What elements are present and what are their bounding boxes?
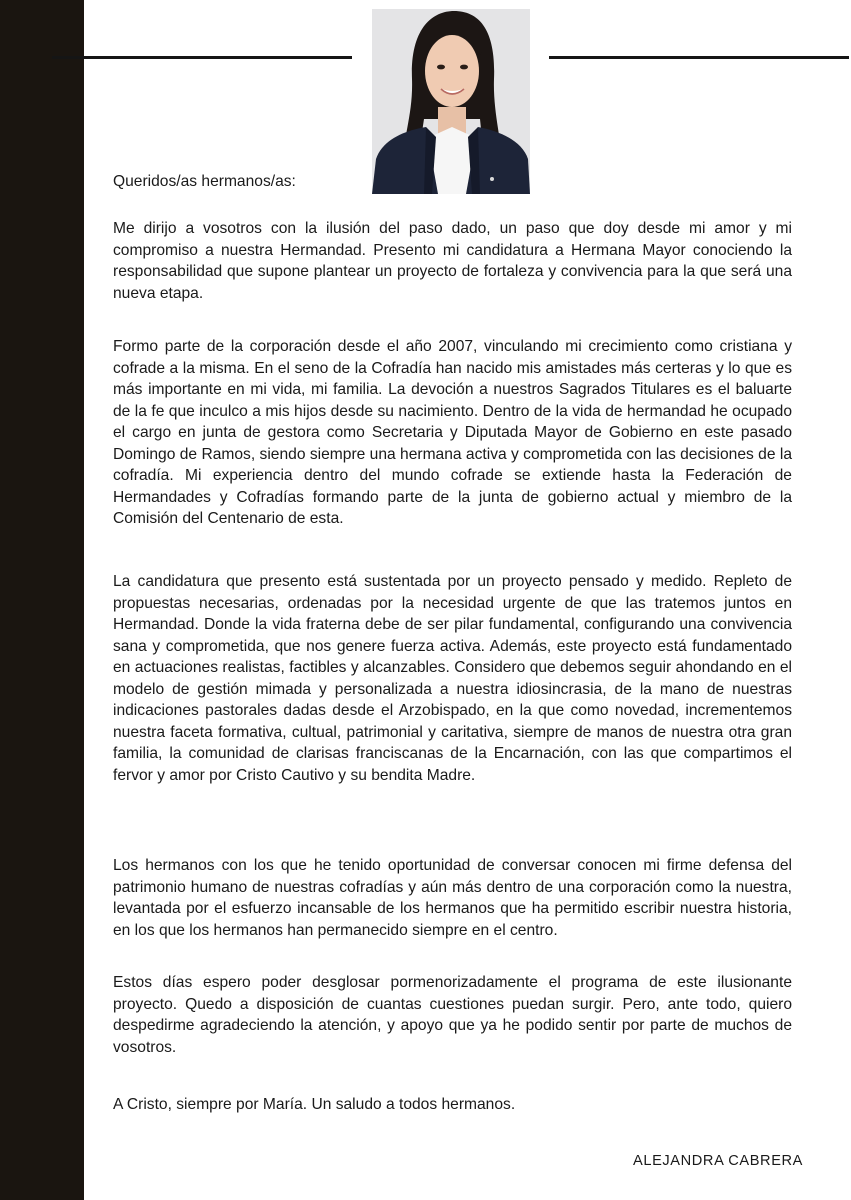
paragraph-proposal: La candidatura que presento está sustentada por un proyecto pensado y medido. Repleto de propuestas necesarias, ordenadas por la necesidad urgente de que las tratemos juntos en Hermandad. Donde la vida fraterna debe de ser pilar fundamental, configurando una convivencia sana y comprometida, que nos genere fuerza activa. Además, este proyecto está fundamentado en actuaciones realistas, factibles y alcanzables. Considero que debemos seguir ahondando en el modelo de gestión mimada y personalizada a nuestra idiosincrasia, de la mano de nuestras indicaciones pastorales dadas desde el Arzobispado, en la que como novedad, incrementemos nuestra faceta formativa, cultual, patrimonial y caritativa, siempre de manos de nuestra otra gran familia, la comunidad de clarisas franciscanas de la Encarnación, con las que compartimos el fervor y amor por Cristo Cautivo y su bendita Madre.: [113, 573, 792, 784]
header-rule-left: [52, 56, 352, 59]
paragraph-brothers: Los hermanos con los que he tenido oportunidad de conversar conocen mi firme defensa del patrimonio humano de nuestras cofradías y aún más dentro de una corporación como la nuestra, levantada por el esfuerzo incansable de los hermanos que ha permitido escribir nuestra historia, en los que los hermanos han permanecido siempre en el centro.: [113, 857, 792, 939]
paragraph-farewell: Estos días espero poder desglosar pormenorizadamente el programa de este ilusionante proyecto. Quedo a disposición de cuantas cuestiones puedan surgir. Pero, ante todo, quiero despedirme agradeciendo la atención, y apoyo que ya he podido sentir por parte de muchos de vosotros.: [113, 974, 792, 1056]
closing-line: A Cristo, siempre por María. Un saludo a todos hermanos.: [113, 1096, 516, 1113]
paragraph-intro: Me dirijo a vosotros con la ilusión del paso dado, un paso que doy desde mi amor y mi compromiso a nuestra Hermandad. Presento mi candidatura a Hermana Mayor conociendo la responsabilidad que supone plantear un proyecto de fortaleza y convivencia para la que será una nueva etapa.: [113, 220, 792, 302]
header-rule-right: [549, 56, 849, 59]
left-decorative-bar: [0, 0, 84, 1200]
greeting: Queridos/as hermanos/as:: [113, 173, 296, 190]
portrait-photo: [372, 9, 530, 194]
paragraph-background: Formo parte de la corporación desde el año 2007, vinculando mi crecimiento como cristiana y cofrade a la misma. En el seno de la Cofradía han nacido mis amistades más certeras y lo que es más importante en mi vida, mi familia. La devoción a nuestros Sagrados Titulares es el baluarte de la fe que inculco a mis hijos desde su nacimiento. Dentro de la vida de hermandad he ocupado el cargo en junta de gestora como Secretaria y Diputada Mayor de Gobierno en este pasado Domingo de Ramos, siendo siempre una hermana activa y comprometida con las decisiones de la cofradía. Mi experiencia dentro del mundo cofrade se extiende hasta la Federación de Hermandades y Cofradías formando parte de la junta de gobierno actual y miembro de la Comisión del Centenario de esta.: [113, 338, 792, 527]
signature: ALEJANDRA CABRERA: [633, 1153, 803, 1169]
